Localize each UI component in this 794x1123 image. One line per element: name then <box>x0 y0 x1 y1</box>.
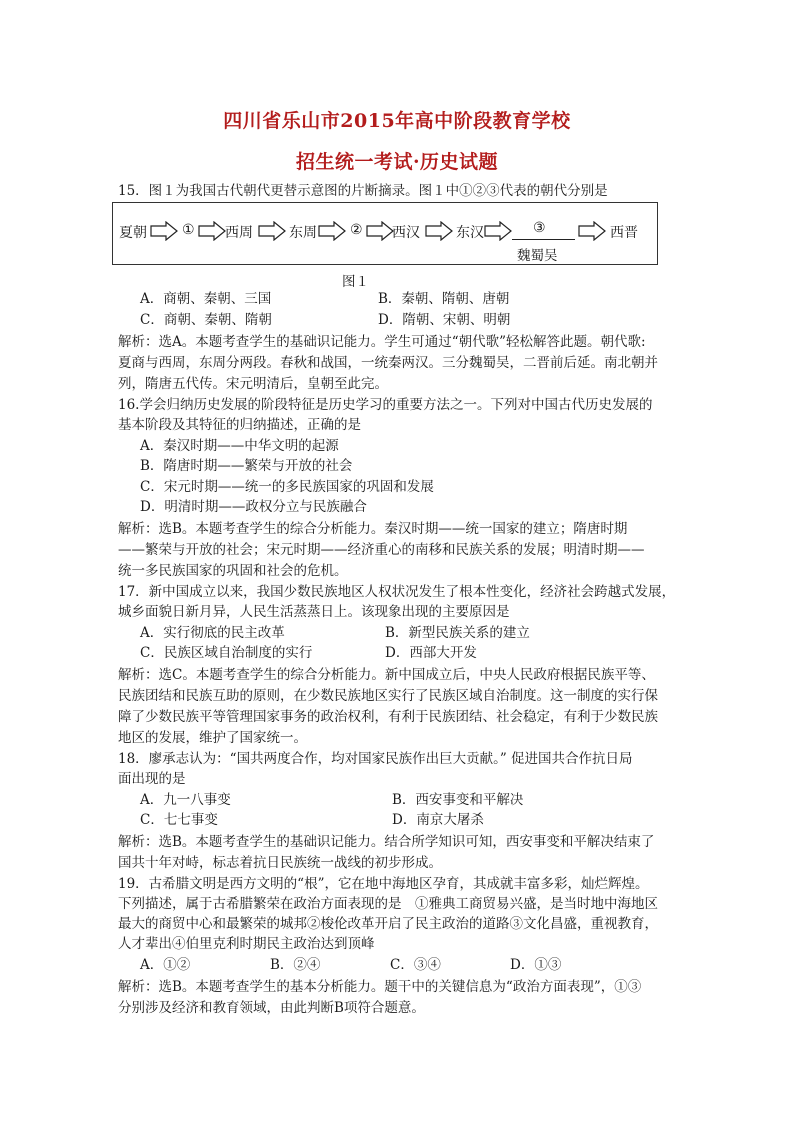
flow-node-xia: 夏朝 <box>119 225 147 241</box>
q15-option-b: B．秦朝、隋朝、唐朝 <box>378 291 510 307</box>
q16-option-d: D．明清时期——政权分立与民族融合 <box>140 499 367 515</box>
q18-option-b: B．西安事变和平解决 <box>392 792 524 808</box>
flow-node-3-sub: 魏蜀吴 <box>517 248 558 264</box>
q19-stem-line: 19．古希腊文明是西方文明的“根”，它在地中海地区孕育，其成就丰富多彩，灿烂辉煌。 <box>118 876 649 892</box>
q16-stem-line: 基本阶段及其特征的归纳描述，正确的是 <box>118 417 361 433</box>
q17-option-a: A．实行彻底的民主改革 <box>140 625 285 641</box>
flow-node-xizhou: 西周 <box>225 225 253 241</box>
figure-caption: 图１ <box>342 274 369 290</box>
flow-node-donghan: 东汉 <box>456 225 484 241</box>
q17-analysis-line: 解析：选C。本题考查学生的综合分析能力。新中国成立后，中央人民政府根据民族平等、 <box>118 667 655 683</box>
q19-stem-line: 下列描述，属于古希腊繁荣在政治方面表现的是 ①雅典工商贸易兴盛，是当时地中海地区 <box>118 896 658 912</box>
flow-arrow-icon <box>578 221 606 241</box>
flow-node-xihan: 西汉 <box>392 225 420 241</box>
q16-analysis-line: 解析：选B。本题考查学生的综合分析能力。秦汉时期——统一国家的建立；隋唐时期 <box>118 521 628 537</box>
q17-stem-line: 城乡面貌日新月异，人民生活蒸蒸日上。该现象出现的主要原因是 <box>118 604 510 620</box>
flow-node-2: ② <box>350 222 363 238</box>
q16-option-b: B．隋唐时期——繁荣与开放的社会 <box>140 458 353 474</box>
flow-arrow-icon <box>484 221 512 241</box>
q19-analysis-line: 解析：选B。本题考查学生的基本分析能力。题干中的关键信息为“政治方面表现”，①③ <box>118 979 642 995</box>
q15-option-c: C．商朝、秦朝、隋朝 <box>140 312 272 328</box>
q15-analysis-line: 列，隋唐五代传。宋元明清后，皇朝至此完。 <box>118 376 388 392</box>
flow-arrow-icon <box>318 221 346 241</box>
q19-option-d: D．①③ <box>510 957 562 973</box>
q15-option-d: D．隋朝、宋朝、明朝 <box>378 312 511 328</box>
q18-option-d: D．南京大屠杀 <box>392 812 484 828</box>
flow-node-dongzhou: 东周 <box>289 225 317 241</box>
q18-option-a: A．九一八事变 <box>140 792 231 808</box>
q19-analysis-line: 分别涉及经济和教育领域，由此判断B项符合题意。 <box>118 1000 425 1016</box>
flow-arrow-icon <box>198 221 226 241</box>
flow-node-1: ① <box>182 222 195 238</box>
q19-option-c: C．③④ <box>390 957 441 973</box>
q16-option-a: A．秦汉时期——中华文明的起源 <box>140 438 339 454</box>
exam-title-line2: 招生统一考试·历史试题 <box>295 151 499 173</box>
flow-blank-underline <box>512 239 575 240</box>
q17-option-d: D．西部大开发 <box>385 645 477 661</box>
q17-stem-line: 17．新中国成立以来，我国少数民族地区人权状况发生了根本性变化，经济社会跨越式发展， <box>118 584 676 600</box>
q19-option-b: B．②④ <box>270 957 321 973</box>
q18-analysis-line: 国共十年对峙，标志着抗日民族统一战线的初步形成。 <box>118 855 442 871</box>
q17-analysis-line: 地区的发展，维护了国家统一。 <box>118 730 307 746</box>
q19-stem-line: 人才辈出④伯里克利时期民主政治达到顶峰 <box>118 936 375 952</box>
flow-arrow-icon <box>366 221 394 241</box>
flow-arrow-icon <box>425 221 453 241</box>
exam-title-line1: 四川省乐山市2015年高中阶段教育学校 <box>223 110 571 132</box>
q16-analysis-line: ——繁荣与开放的社会；宋元时期——经济重心的南移和民族关系的发展；明清时期—— <box>118 542 645 558</box>
q18-stem-line: 面出现的是 <box>118 771 186 787</box>
q16-option-c: C．宋元时期——统一的多民族国家的巩固和发展 <box>140 479 434 495</box>
q16-stem-line: 16.学会归纳历史发展的阶段特征是历史学习的重要方法之一。下列对中国古代历史发展的 <box>118 397 653 413</box>
flow-arrow-icon <box>258 221 286 241</box>
flow-arrow-icon <box>150 221 178 241</box>
q15-stem: 15．图１为我国古代朝代更替示意图的片断摘录。图１中①②③代表的朝代分别是 <box>118 183 608 199</box>
q17-analysis-line: 障了少数民族平等管理国家事务的政治权利，有利于民族团结、社会稳定，有利于少数民族 <box>118 709 658 725</box>
q16-analysis-line: 统一多民族国家的巩固和社会的危机。 <box>118 563 348 579</box>
q18-analysis-line: 解析：选B。本题考查学生的基础识记能力。结合所学知识可知，西安事变和平解决结束了 <box>118 834 655 850</box>
q18-option-c: C．七七事变 <box>140 812 218 828</box>
q18-stem-line: 18．廖承志认为：“国共两度合作，均对国家民族作出巨大贡献。” 促进国共合作抗日局 <box>118 751 633 767</box>
q19-stem-line: 最大的商贸中心和最繁荣的城邦②梭伦改革开启了民主政治的道路③文化昌盛，重视教育， <box>118 916 658 932</box>
q17-option-b: B．新型民族关系的建立 <box>385 625 530 641</box>
q15-option-a: A．商朝、秦朝、三国 <box>140 291 272 307</box>
q17-analysis-line: 民族团结和民族互助的原则，在少数民族地区实行了民族区域自治制度。这一制度的实行保 <box>118 688 658 704</box>
q15-analysis-line: 解析：选A。本题考查学生的基础识记能力。学生可通过“朝代歌”轻松解答此题。朝代歌: <box>118 334 646 350</box>
flow-node-xijin: 西晋 <box>610 225 638 241</box>
flow-node-3: ③ <box>533 220 546 236</box>
q17-option-c: C．民族区域自治制度的实行 <box>140 645 313 661</box>
q19-option-a: A．①② <box>140 957 191 973</box>
q15-analysis-line: 夏商与西周，东周分两段。春秋和战国，一统秦两汉。三分魏蜀吴，二晋前后延。南北朝并 <box>118 355 658 371</box>
